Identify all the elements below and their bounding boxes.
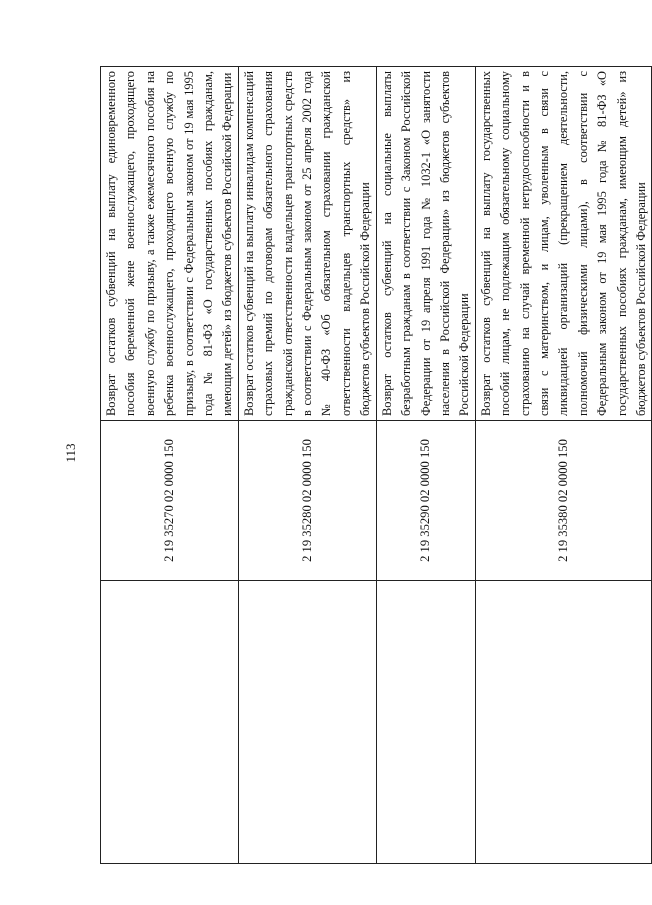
budget-code-cell: 2 19 35270 02 0000 150	[101, 421, 239, 581]
empty-cell	[238, 581, 376, 864]
budget-code-cell: 2 19 35380 02 0000 150	[475, 421, 652, 581]
description-cell: Возврат остатков субвенций на выплату государственных пособий лицам, не подлежащим обязательному социальному страхованию на случай временной нетрудоспособности и в связи с материнством, и лицам, уволенным в связи с ликвидацией организаций (прекращением деятельности, полномочий физическими лицами), в соответствии с Федеральным законом от 19 мая 1995 года № 81-ФЗ «О государственных пособиях гражданам, имеющим детей» из бюджетов субъектов Российской Федерации	[475, 67, 652, 421]
description-cell: Возврат остатков субвенций на выплату инвалидам компенсаций страховых премий по договорам обязательного страхования гражданской ответственности владельцев транспортных средств в соответствии с Федеральным законом от 25 апреля 2002 года № 40-ФЗ «Об обязательном страховании гражданской ответственности владельцев транспортных средств» из бюджетов субъектов Российской Федерации	[238, 67, 376, 421]
page-number: 113	[63, 443, 78, 463]
budget-code-cell: 2 19 35280 02 0000 150	[238, 421, 376, 581]
budget-code-cell: 2 19 35290 02 0000 150	[376, 421, 475, 581]
empty-cell	[101, 581, 239, 864]
table-row	[475, 67, 652, 864]
table-row	[238, 67, 376, 864]
description-cell: Возврат остатков субвенций на выплату единовременного пособия беременной жене военнослужащего, проходящего военную службу по призыву, а также ежемесячного пособия на ребенка военнослужащего, проходящего военную службу по призыву, в соответствии с Федеральным законом от 19 мая 1995 года № 81-ФЗ «О государственных пособиях гражданам, имеющим детей» из бюджетов субъектов Российской Федерации	[101, 67, 239, 421]
budget-codes-table	[100, 66, 652, 864]
description-cell: Возврат остатков субвенций на социальные выплаты безработным гражданам в соответствии с Законом Российской Федерации от 19 апреля 1991 года № 1032-1 «О занятости населения в Российской Федерации» из бюджетов субъектов Российской Федерации	[376, 67, 475, 421]
table-row	[376, 67, 475, 864]
empty-cell	[376, 581, 475, 864]
empty-cell	[475, 581, 652, 864]
table-row	[101, 67, 239, 864]
